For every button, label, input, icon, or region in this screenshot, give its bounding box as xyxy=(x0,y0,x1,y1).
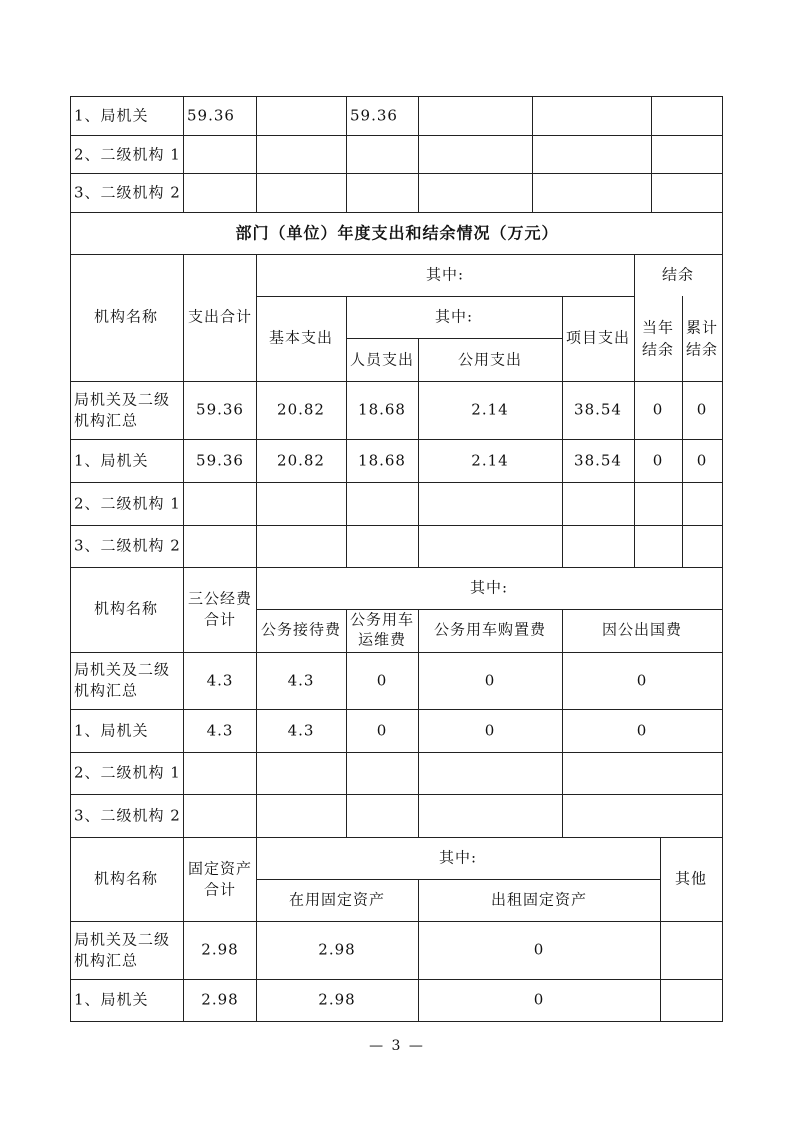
row-name: 局机关及二级 xyxy=(74,930,171,949)
rule xyxy=(256,567,257,837)
cell-value: 0 xyxy=(652,400,664,419)
cell-value: 0 xyxy=(533,940,545,959)
col-header-cumulative: 结余 xyxy=(685,340,719,359)
cell-value: 0 xyxy=(696,451,708,470)
rule xyxy=(346,609,347,837)
col-header-personnel: 人员支出 xyxy=(349,350,415,369)
cell-value: 2.14 xyxy=(471,451,509,470)
cell-value: 59.36 xyxy=(196,451,244,470)
rule xyxy=(70,1021,723,1022)
rule xyxy=(70,794,723,795)
rule xyxy=(70,567,723,568)
rule xyxy=(722,96,723,1021)
cell-value: 2.98 xyxy=(318,990,356,1009)
cell-value: 38.54 xyxy=(574,451,622,470)
col-header-total: 合计 xyxy=(203,610,237,629)
col-header-rented: 出租固定资产 xyxy=(490,890,588,909)
cell-value: 59.36 xyxy=(196,400,244,419)
cell-value: 0 xyxy=(652,451,664,470)
rule xyxy=(562,296,563,567)
rule xyxy=(183,567,184,837)
col-header-of2: 其中: xyxy=(434,307,474,326)
col-header-public: 公用支出 xyxy=(457,350,523,369)
rule xyxy=(70,921,723,922)
row-name: 1、局机关 xyxy=(74,451,149,470)
col-header-of: 其中: xyxy=(425,265,465,284)
rule xyxy=(346,338,562,339)
cell-value: 59.36 xyxy=(187,106,235,125)
rule xyxy=(418,338,419,567)
col-header-car-run: 公务用车 xyxy=(349,610,415,629)
col-header-of: 其中: xyxy=(469,578,509,597)
rule xyxy=(651,96,652,212)
col-header-surplus: 结余 xyxy=(661,265,695,284)
rule xyxy=(70,96,723,97)
rule xyxy=(70,979,723,980)
rule xyxy=(183,96,184,212)
row-name: 局机关及二级 xyxy=(74,660,171,679)
rule xyxy=(256,96,257,212)
cell-value: 0 xyxy=(636,671,648,690)
cell-value: 4.3 xyxy=(287,671,315,690)
rule xyxy=(256,254,257,567)
rule xyxy=(70,752,723,753)
row-name: 1、局机关 xyxy=(74,990,149,1009)
col-header-cumulative: 累计 xyxy=(685,318,719,337)
rule xyxy=(70,709,723,710)
rule xyxy=(70,525,723,526)
cell-value: 4.3 xyxy=(206,721,234,740)
rule xyxy=(70,439,723,440)
rule xyxy=(256,296,634,297)
cell-value: 0 xyxy=(484,671,496,690)
rule xyxy=(346,296,347,567)
cell-value: 20.82 xyxy=(277,400,325,419)
col-header-reception: 公务接待费 xyxy=(260,620,342,639)
cell-value: 18.68 xyxy=(358,451,406,470)
cell-value: 0 xyxy=(696,400,708,419)
rule xyxy=(256,837,257,1021)
row-name: 2、二级机构 1 xyxy=(74,494,181,513)
row-name: 机构汇总 xyxy=(74,681,139,700)
cell-value: 20.82 xyxy=(277,451,325,470)
rule xyxy=(70,212,723,213)
col-header-year: 当年 xyxy=(641,318,675,337)
col-header-of: 其中: xyxy=(438,848,478,867)
page-number: — 3 — xyxy=(369,1038,425,1054)
rule xyxy=(70,254,723,255)
row-name: 3、二级机构 2 xyxy=(74,806,181,825)
col-header-name: 机构名称 xyxy=(93,307,159,326)
rule xyxy=(70,482,723,483)
row-name: 3、二级机构 2 xyxy=(74,183,181,202)
rule xyxy=(70,652,723,653)
cell-value: 4.3 xyxy=(287,721,315,740)
rule xyxy=(256,609,723,610)
rule xyxy=(562,752,563,837)
cell-value: 0 xyxy=(376,721,388,740)
rule xyxy=(183,837,184,1021)
rule xyxy=(418,609,419,837)
col-header-total: 支出合计 xyxy=(187,307,253,326)
rule xyxy=(682,296,683,567)
rule xyxy=(418,879,419,1021)
rule xyxy=(70,173,723,174)
rule xyxy=(532,96,533,212)
row-name: 2、二级机构 1 xyxy=(74,763,181,782)
rule xyxy=(660,837,661,1021)
rule xyxy=(418,96,419,212)
row-name: 2、二级机构 1 xyxy=(74,145,181,164)
section-title: 部门（单位）年度支出和结余情况（万元） xyxy=(235,223,559,243)
rule xyxy=(346,96,347,212)
cell-value: 0 xyxy=(376,671,388,690)
col-header-abroad: 因公出国费 xyxy=(601,620,683,639)
cell-value: 2.98 xyxy=(318,940,356,959)
cell-value: 18.68 xyxy=(358,400,406,419)
col-header-name: 机构名称 xyxy=(93,599,159,618)
col-header-car-buy: 公务用车购置费 xyxy=(433,620,547,639)
col-header-name: 机构名称 xyxy=(93,869,159,888)
col-header-car-run: 运维费 xyxy=(357,630,407,649)
row-name: 机构汇总 xyxy=(74,411,139,430)
col-header-total: 合计 xyxy=(203,880,237,899)
col-header-total: 固定资产 xyxy=(187,859,253,878)
row-name: 3、二级机构 2 xyxy=(74,536,181,555)
col-header-project: 项目支出 xyxy=(565,328,631,347)
cell-value: 2.98 xyxy=(201,990,239,1009)
row-name: 局机关及二级 xyxy=(74,390,171,409)
rule xyxy=(256,879,660,880)
col-header-total: 三公经费 xyxy=(187,589,253,608)
cell-value: 2.14 xyxy=(471,400,509,419)
col-header-other: 其他 xyxy=(674,869,708,888)
cell-value: 0 xyxy=(533,990,545,1009)
cell-value: 38.54 xyxy=(574,400,622,419)
rule xyxy=(70,135,723,136)
rule xyxy=(70,837,723,838)
cell-value: 0 xyxy=(484,721,496,740)
rule xyxy=(183,254,184,567)
cell-value: 59.36 xyxy=(350,106,398,125)
rule xyxy=(70,381,723,382)
row-name: 1、局机关 xyxy=(74,106,149,125)
cell-value: 4.3 xyxy=(206,671,234,690)
rule xyxy=(70,96,71,1021)
cell-value: 2.98 xyxy=(201,940,239,959)
row-name: 1、局机关 xyxy=(74,721,149,740)
cell-value: 0 xyxy=(636,721,648,740)
row-name: 机构汇总 xyxy=(74,951,139,970)
col-header-in-use: 在用固定资产 xyxy=(288,890,386,909)
rule xyxy=(634,254,635,567)
col-header-year: 结余 xyxy=(641,340,675,359)
col-header-basic: 基本支出 xyxy=(268,328,334,347)
